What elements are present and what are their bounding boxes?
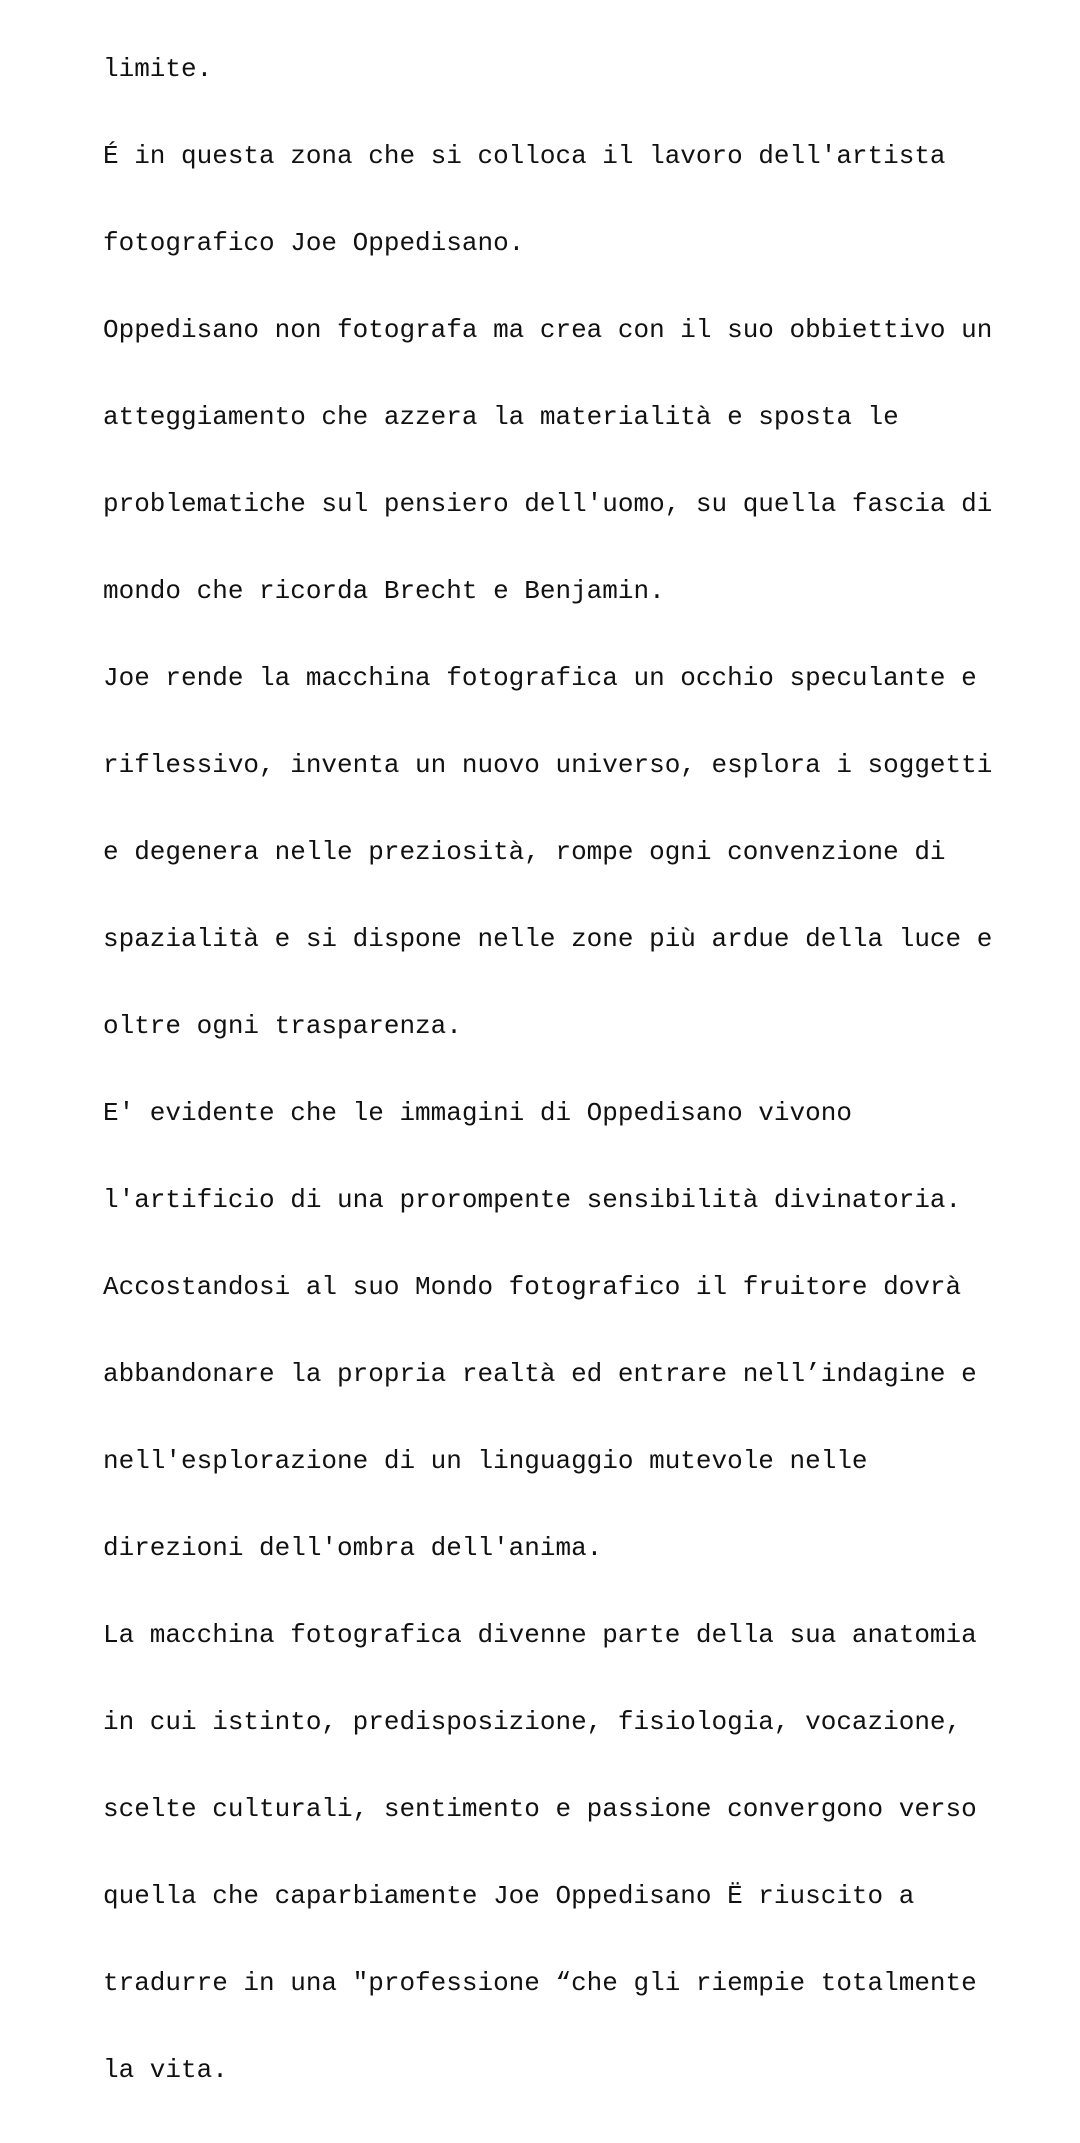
text-line-2: É in questa zona che si colloca il lavoro dell'artista (103, 141, 946, 171)
document-body-text (103, 0, 992, 2143)
text-line-17: nell'esplorazione di un linguaggio mutevole nelle (103, 1446, 868, 1476)
text-line-20: in cui istinto, predisposizione, fisiologia, vocazione, (103, 1707, 962, 1737)
text-line-24: la vita. (103, 2055, 228, 2085)
text-line-4: Oppedisano non fotografa ma crea con il suo obbiettivo un (103, 315, 993, 345)
text-line-6: problematiche sul pensiero dell'uomo, su quella fascia di (103, 489, 993, 519)
text-line-1: limite. (103, 54, 213, 84)
text-line-3: fotografico Joe Oppedisano. (103, 228, 525, 258)
text-line-7: mondo che ricorda Brecht e Benjamin. (103, 576, 665, 606)
text-line-21: scelte culturali, sentimento e passione convergono verso (103, 1794, 977, 1824)
text-line-13: E' evidente che le immagini di Oppedisano vivono (103, 1098, 852, 1128)
text-line-5: atteggiamento che azzera la materialità e sposta le (103, 402, 899, 432)
text-line-22: quella che caparbiamente Joe Oppedisano Ë riuscito a (103, 1881, 915, 1911)
text-line-23: tradurre in una "professione “che gli riempie totalmente (103, 1968, 977, 1998)
text-line-9: riflessivo, inventa un nuovo universo, esplora i soggetti (103, 750, 993, 780)
text-line-19: La macchina fotografica divenne parte della sua anatomia (103, 1620, 977, 1650)
text-line-18: direzioni dell'ombra dell'anima. (103, 1533, 603, 1563)
text-line-10: e degenera nelle preziosità, rompe ogni convenzione di (103, 837, 946, 867)
text-line-8: Joe rende la macchina fotografica un occhio speculante e (103, 663, 977, 693)
text-line-14: l'artificio di una prorompente sensibilità divinatoria. (103, 1185, 962, 1215)
text-line-12: oltre ogni trasparenza. (103, 1011, 462, 1041)
text-line-11: spazialità e si dispone nelle zone più ardue della luce e (103, 924, 993, 954)
text-line-16: abbandonare la propria realtà ed entrare nell’indagine e (103, 1359, 977, 1389)
text-line-15: Accostandosi al suo Mondo fotografico il fruitore dovrà (103, 1272, 962, 1302)
